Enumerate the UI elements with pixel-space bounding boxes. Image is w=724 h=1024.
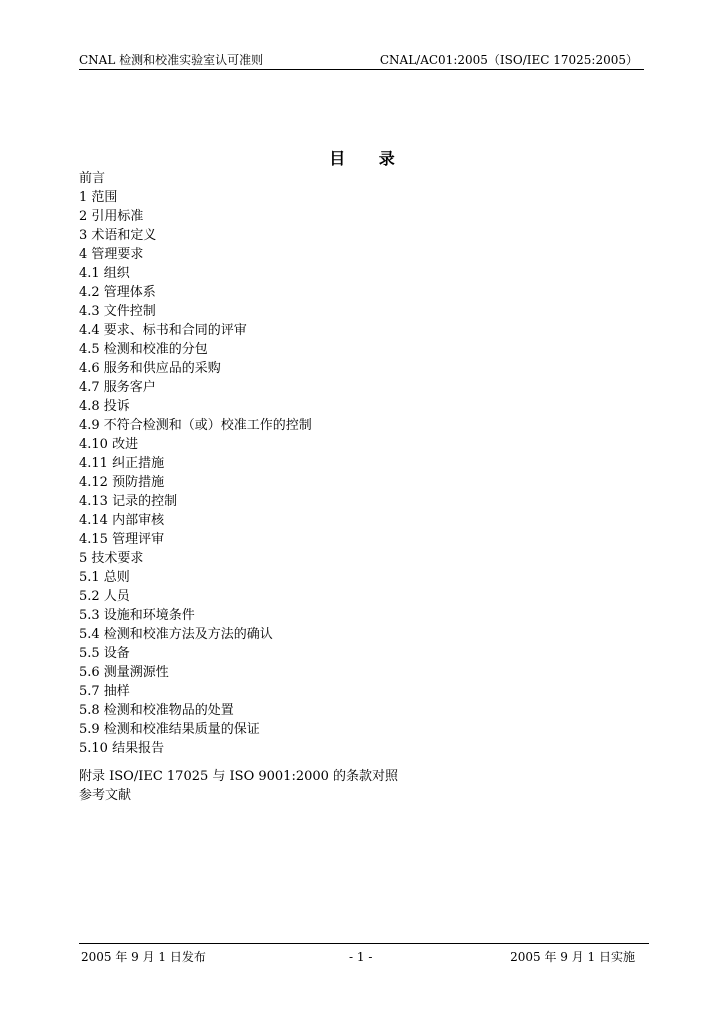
toc-entry: 3 术语和定义 <box>79 228 157 243</box>
toc-entry: 5.6 测量溯源性 <box>79 665 169 680</box>
toc-references-entry: 参考文献 <box>79 788 132 803</box>
page-number: - 1 - <box>349 950 373 964</box>
toc-entry: 4.3 文件控制 <box>79 304 156 319</box>
toc-entry: 4.15 管理评审 <box>79 532 165 547</box>
toc-entry: 4 管理要求 <box>79 247 144 262</box>
table-of-contents <box>79 169 398 805</box>
toc-entry: 4.1 组织 <box>79 266 130 281</box>
toc-entry: 5.8 检测和校准物品的处置 <box>79 703 234 718</box>
toc-entry: 5.5 设备 <box>79 646 130 661</box>
toc-entry: 4.11 纠正措施 <box>79 456 165 471</box>
toc-entry: 4.12 预防措施 <box>79 475 165 490</box>
toc-entry: 5.10 结果报告 <box>79 741 165 756</box>
toc-entry: 4.4 要求、标书和合同的评审 <box>79 323 247 338</box>
toc-entry: 4.5 检测和校准的分包 <box>79 342 208 357</box>
toc-entry: 5.4 检测和校准方法及方法的确认 <box>79 627 273 642</box>
header-right-text: CNAL/AC01:2005（ISO/IEC 17025:2005） <box>379 53 638 67</box>
toc-entry: 4.9 不符合检测和（或）校准工作的控制 <box>79 418 312 433</box>
toc-entry: 前言 <box>79 171 106 186</box>
toc-spacer <box>79 758 398 767</box>
toc-entry: 4.13 记录的控制 <box>79 494 178 509</box>
footer-effective-date: 2005 年 9 月 1 日实施 <box>510 950 635 964</box>
toc-entry: 4.8 投诉 <box>79 399 130 414</box>
toc-entry: 4.6 服务和供应品的采购 <box>79 361 221 376</box>
footer-publish-date: 2005 年 9 月 1 日发布 <box>81 950 206 964</box>
toc-entry: 5.3 设施和环境条件 <box>79 608 195 623</box>
toc-entry: 4.14 内部审核 <box>79 513 165 528</box>
toc-entry: 4.10 改进 <box>79 437 139 452</box>
header-left-text: CNAL 检测和校准实验室认可准则 <box>79 53 264 67</box>
page-header <box>79 50 644 70</box>
toc-entry: 5.1 总则 <box>79 570 130 585</box>
toc-appendix-entry: 附录 ISO/IEC 17025 与 ISO 9001:2000 的条款对照 <box>79 769 399 784</box>
page-title: 目 录 <box>329 149 409 168</box>
toc-entry: 5.2 人员 <box>79 589 130 604</box>
toc-entry: 2 引用标准 <box>79 209 144 224</box>
toc-entry: 4.2 管理体系 <box>79 285 156 300</box>
page-footer <box>79 943 649 968</box>
toc-entry: 5 技术要求 <box>79 551 144 566</box>
toc-entry: 1 范围 <box>79 190 118 205</box>
toc-entry: 5.7 抽样 <box>79 684 130 699</box>
toc-entry: 4.7 服务客户 <box>79 380 156 395</box>
toc-entry: 5.9 检测和校准结果质量的保证 <box>79 722 260 737</box>
